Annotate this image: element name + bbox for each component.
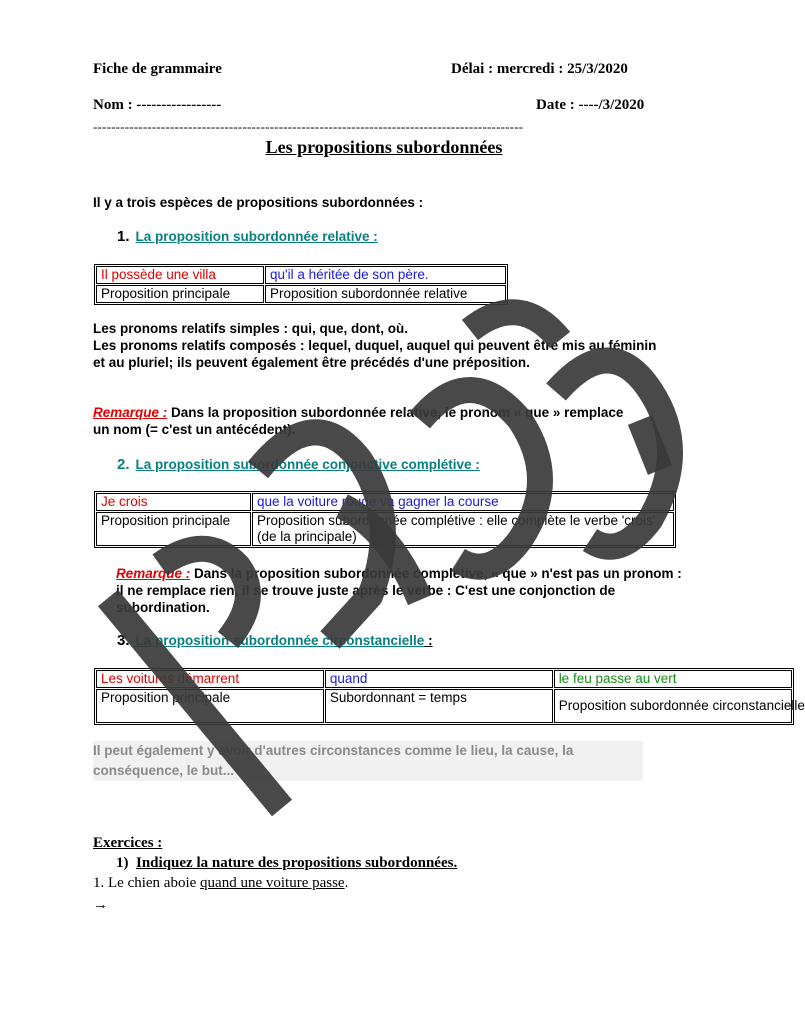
remark-label: Remarque : xyxy=(116,566,191,581)
exercise-item-1 xyxy=(93,875,348,892)
section-1-title: La proposition subordonnée relative : xyxy=(135,229,378,244)
item-underlined-clause: quand une voiture passe xyxy=(200,875,345,891)
remark-text: Dans la proposition subordonnée relative, le pronom « que » remplace un nom (= c'est un antécédent). xyxy=(93,405,624,437)
table-row xyxy=(96,670,792,688)
relative-pronouns-simple: Les pronoms relatifs simples : qui, que, dont, où. xyxy=(93,321,409,336)
section-1-remark xyxy=(93,404,638,438)
section-3-table-clip xyxy=(94,668,805,724)
section-1-paragraph xyxy=(93,320,668,371)
section-1-number: 1. xyxy=(117,228,130,245)
remark-label: Remarque : xyxy=(93,405,168,420)
page-title: Les propositions subordonnées xyxy=(265,137,503,157)
table-cell: Proposition subordonnée complétive : elle complète le verbe 'crois' (de la principale) xyxy=(252,512,674,546)
table-cell: qu'il a héritée de son père. xyxy=(265,266,506,284)
section-2-heading xyxy=(117,456,480,474)
relative-pronouns-compound: Les pronoms relatifs composés : lequel, duquel, auquel qui peuvent être mis au féminin et au pluriel; ils peuvent également être précédés d'une préposition. xyxy=(93,338,657,370)
table-row xyxy=(96,512,674,546)
table-cell: Proposition principale xyxy=(96,285,264,303)
table-cell: Il possède une villa xyxy=(96,266,264,284)
section-1-table xyxy=(94,264,508,305)
table-cell: Proposition principale xyxy=(96,689,324,723)
item-prefix: 1. Le chien aboie xyxy=(93,875,201,891)
table-cell: quand xyxy=(325,670,553,688)
name-field-label: Nom : ----------------- xyxy=(93,97,222,113)
section-3-title: La proposition subordonnée circonstancielle xyxy=(135,633,425,648)
table-cell: que la voiture rouge va gagner la course xyxy=(252,493,674,511)
section-3-heading xyxy=(117,632,433,650)
table-row xyxy=(96,285,506,303)
date-field-label: Date : ----/3/2020 xyxy=(536,97,645,113)
exercise-question-1 xyxy=(116,855,457,872)
section-3-table xyxy=(94,668,805,725)
section-3-title-suffix: : xyxy=(424,633,433,648)
item-suffix: . xyxy=(344,875,349,891)
deadline-label: Délai : mercredi : 25/3/2020 xyxy=(451,61,628,77)
section-2-remark xyxy=(116,565,682,616)
table-row xyxy=(96,493,674,511)
intro-text: Il y a trois espèces de propositions subordonnées : xyxy=(93,195,424,210)
table-cell: Proposition subordonnée relative xyxy=(265,285,506,303)
question-text: Indiquez la nature des propositions subordonnées. xyxy=(136,855,458,871)
table-cell: Proposition principale xyxy=(96,512,251,546)
table-cell: Les voitures démarrent xyxy=(96,670,324,688)
table-cell: Je crois xyxy=(96,493,251,511)
separator-line: ----------------------------------------------------------------------------------------------- xyxy=(93,119,524,134)
table-row xyxy=(96,689,792,723)
table-cell: Subordonnant = temps xyxy=(325,689,553,723)
question-number: 1) xyxy=(116,855,129,871)
table-cell: le feu passe au vert xyxy=(554,670,792,688)
section-3-note: Il peut également y avoir d'autres circonstances comme le lieu, la cause, la conséquence, le but... xyxy=(93,741,643,781)
section-2-number: 2. xyxy=(117,456,130,473)
table-cell: Proposition subordonnée circonstancielle xyxy=(554,689,792,723)
section-1-heading xyxy=(117,228,378,246)
answer-arrow: → xyxy=(93,897,108,913)
section-2-table xyxy=(94,491,676,548)
section-3-number: 3. xyxy=(117,632,130,649)
remark-text: Dans la proposition subordonnée complétive, « que » n'est pas un pronom : il ne remplace rien, il se trouve juste après le verbe : C'est une conjonction de subordination. xyxy=(116,566,682,615)
exercises-title: Exercices : xyxy=(93,835,163,851)
subject-label: Fiche de grammaire xyxy=(93,61,222,77)
table-row xyxy=(96,266,506,284)
section-2-title: La proposition subordonnée conjonctive complétive : xyxy=(135,457,480,472)
